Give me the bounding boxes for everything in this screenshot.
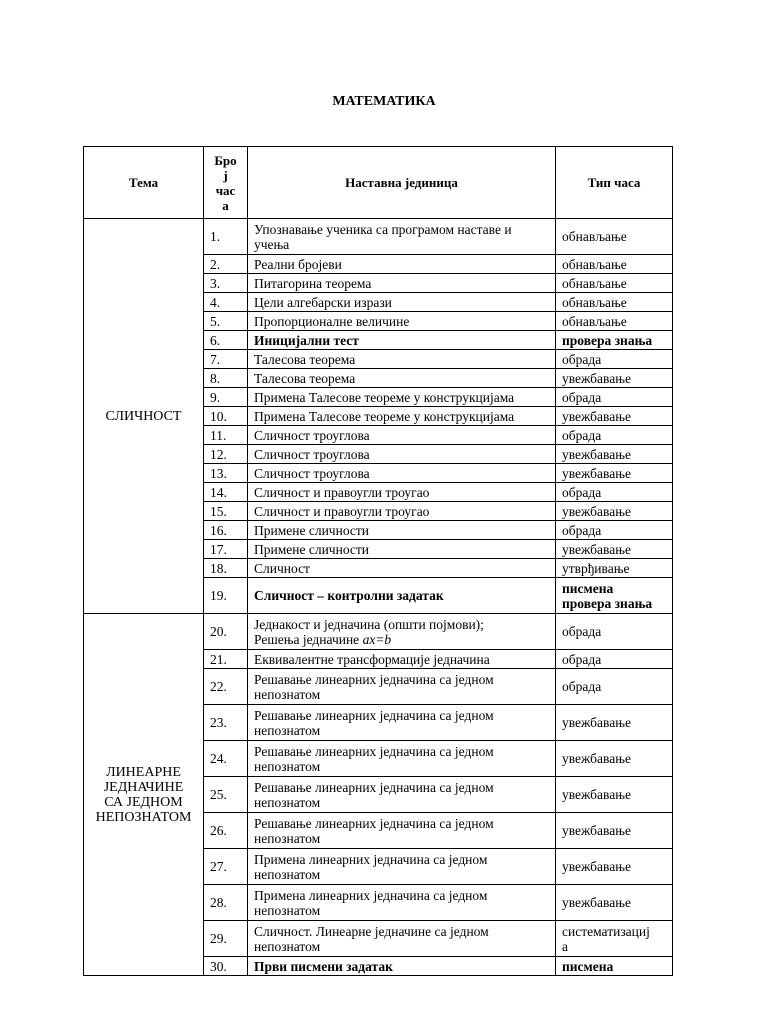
- unit-line: [254, 522, 549, 539]
- lesson-type: [556, 388, 673, 407]
- unit-line: [254, 958, 549, 975]
- unit-text: Сличност: [254, 560, 310, 576]
- lesson-number: 5.: [204, 312, 248, 331]
- unit-line: [254, 275, 549, 292]
- teaching-unit: [248, 331, 556, 350]
- unit-text: Реални бројеви: [254, 256, 342, 272]
- unit-line: [254, 465, 549, 482]
- unit-line: [254, 294, 549, 311]
- unit-line: [254, 759, 549, 774]
- lesson-type: [556, 957, 673, 976]
- type-line: провера знања: [562, 595, 653, 611]
- teaching-unit: [248, 849, 556, 885]
- lesson-type: [556, 559, 673, 578]
- type-line: обнављање: [562, 256, 627, 272]
- lesson-type: [556, 614, 673, 650]
- unit-text: Први писмени задатак: [254, 958, 393, 974]
- lesson-number: 28.: [204, 885, 248, 921]
- lesson-type: [556, 312, 673, 331]
- teaching-unit: [248, 578, 556, 614]
- lesson-number: 22.: [204, 669, 248, 705]
- header-teaching-unit: Наставна јединица: [248, 147, 556, 219]
- lesson-number: 11.: [204, 426, 248, 445]
- unit-text: Примена Талесове теореме у конструкцијама: [254, 408, 515, 424]
- teaching-unit: [248, 388, 556, 407]
- unit-line: [254, 332, 549, 349]
- teaching-unit: [248, 312, 556, 331]
- unit-text: Сличност и правоугли троугао: [254, 484, 430, 500]
- type-line: обрада: [562, 651, 602, 667]
- teaching-unit: [248, 777, 556, 813]
- unit-line: [254, 780, 549, 795]
- unit-line: [254, 831, 549, 846]
- type-line: увежбавање: [562, 715, 631, 730]
- teaching-unit: [248, 921, 556, 957]
- unit-text: Решавање линеарних једначина са једном: [254, 743, 494, 759]
- teaching-unit: [248, 669, 556, 705]
- teaching-unit: [248, 274, 556, 293]
- unit-text: Сличност троуглова: [254, 465, 370, 481]
- unit-line: [254, 617, 549, 632]
- topic-line: СА ЈЕДНОМ: [104, 794, 183, 810]
- unit-text: Примене сличности: [254, 541, 370, 557]
- teaching-unit: [248, 741, 556, 777]
- type-line: увежбавање: [562, 859, 631, 874]
- lesson-type: [556, 369, 673, 388]
- header-number-line: час: [215, 182, 236, 198]
- unit-text: Питагорина теорема: [254, 275, 372, 291]
- teaching-unit: [248, 407, 556, 426]
- teaching-unit: [248, 255, 556, 274]
- unit-line: [254, 903, 549, 918]
- type-line: обрада: [562, 484, 602, 500]
- teaching-unit: [248, 521, 556, 540]
- unit-line: [254, 408, 549, 425]
- type-line: обрада: [562, 522, 602, 538]
- type-line: обнављање: [562, 294, 627, 310]
- lesson-type: [556, 669, 673, 705]
- unit-text: непознатом: [254, 938, 321, 954]
- type-line: писмена: [562, 580, 614, 596]
- unit-line: [254, 744, 549, 759]
- topic-line: ЈЕДНАЧИНЕ: [103, 779, 184, 795]
- unit-line: [254, 852, 549, 867]
- type-line: утврђивање: [562, 560, 630, 576]
- unit-text: непознатом: [254, 794, 321, 810]
- lesson-number: 14.: [204, 483, 248, 502]
- unit-line: [254, 256, 549, 273]
- unit-line: [254, 389, 549, 406]
- teaching-unit: [248, 885, 556, 921]
- unit-line: [254, 503, 549, 520]
- teaching-unit: [248, 483, 556, 502]
- lesson-number: 21.: [204, 650, 248, 669]
- lesson-number: 29.: [204, 921, 248, 957]
- unit-text: Талесова теорема: [254, 351, 356, 367]
- unit-text: Сличност. Линеарне једначине са једном: [254, 923, 489, 939]
- unit-line: [254, 672, 549, 687]
- unit-line: [254, 313, 549, 330]
- unit-line: [254, 723, 549, 738]
- lesson-number: 15.: [204, 502, 248, 521]
- unit-line: [254, 632, 549, 647]
- type-line: увежбавање: [562, 895, 631, 910]
- header-number-line: Бро: [214, 152, 237, 168]
- lesson-type: [556, 578, 673, 614]
- unit-line: [254, 484, 549, 501]
- lesson-type: [556, 219, 673, 255]
- topic-line: ЛИНЕАРНЕ: [106, 764, 181, 780]
- teaching-unit: [248, 219, 556, 255]
- lesson-number: 2.: [204, 255, 248, 274]
- unit-line: [254, 427, 549, 444]
- unit-line: [254, 924, 549, 939]
- type-line: а: [562, 938, 568, 954]
- unit-text: Пропорционалне величине: [254, 313, 410, 329]
- type-line: увежбавање: [562, 823, 631, 838]
- lesson-type: [556, 502, 673, 521]
- lesson-type: [556, 445, 673, 464]
- unit-text: Решавање линеарних једначина са једном: [254, 779, 494, 795]
- lesson-number: 26.: [204, 813, 248, 849]
- lesson-type: [556, 813, 673, 849]
- unit-line: [254, 446, 549, 463]
- type-line: систематизациј: [562, 923, 650, 939]
- teaching-unit: [248, 502, 556, 521]
- unit-line: [254, 541, 549, 558]
- type-line: увежбавање: [562, 787, 631, 802]
- unit-line: [254, 939, 549, 954]
- lesson-number: 19.: [204, 578, 248, 614]
- teaching-unit: [248, 705, 556, 741]
- document-title: МАТЕМАТИКА: [332, 94, 436, 109]
- header-topic: Тема: [84, 147, 204, 219]
- unit-text: учења: [254, 236, 290, 252]
- lesson-number: 6.: [204, 331, 248, 350]
- unit-text: Упознавање ученика са програмом наставе и: [254, 221, 512, 237]
- teaching-unit: [248, 957, 556, 976]
- unit-text: Талесова теорема: [254, 370, 356, 386]
- lesson-type: [556, 849, 673, 885]
- unit-line: [254, 351, 549, 368]
- lesson-number: 24.: [204, 741, 248, 777]
- type-line: увежбавање: [562, 370, 631, 386]
- unit-text: Примена линеарних једначина са једном: [254, 851, 488, 867]
- teaching-unit: [248, 426, 556, 445]
- unit-text: Цели алгебарски изрази: [254, 294, 392, 310]
- lesson-type: [556, 705, 673, 741]
- teaching-unit: [248, 813, 556, 849]
- unit-text: Примена линеарних једначина са једном: [254, 887, 488, 903]
- unit-line: [254, 708, 549, 723]
- teaching-unit: [248, 293, 556, 312]
- unit-line: [254, 588, 549, 603]
- teaching-unit: [248, 445, 556, 464]
- header-number-line: ј: [223, 167, 228, 183]
- lesson-number: 30.: [204, 957, 248, 976]
- unit-line: [254, 687, 549, 702]
- lesson-number: 4.: [204, 293, 248, 312]
- table-header-row: [84, 147, 673, 219]
- lesson-type: [556, 921, 673, 957]
- lesson-type: [556, 483, 673, 502]
- unit-text: Сличност – контролни задатак: [254, 588, 444, 603]
- unit-text: непознатом: [254, 830, 321, 846]
- type-line: обрада: [562, 351, 602, 367]
- header-lesson-type: Тип часа: [556, 147, 673, 219]
- type-line: увежбавање: [562, 408, 631, 424]
- type-line: обрада: [562, 679, 602, 694]
- teaching-unit: [248, 614, 556, 650]
- unit-text: Сличност троуглова: [254, 427, 370, 443]
- unit-text: непознатом: [254, 722, 321, 738]
- lesson-number: 10.: [204, 407, 248, 426]
- lesson-type: [556, 426, 673, 445]
- unit-line: [254, 222, 549, 237]
- table-row: [84, 219, 673, 255]
- teaching-unit: [248, 650, 556, 669]
- unit-text: Једнакост и једначина (општи појмови);: [254, 616, 484, 632]
- lesson-type: [556, 521, 673, 540]
- lesson-number: 17.: [204, 540, 248, 559]
- lesson-plan-table: [83, 146, 673, 976]
- unit-text: Решења једначине: [254, 631, 363, 647]
- type-line: увежбавање: [562, 465, 631, 481]
- lesson-number: 1.: [204, 219, 248, 255]
- lesson-number: 27.: [204, 849, 248, 885]
- teaching-unit: [248, 464, 556, 483]
- lesson-type: [556, 741, 673, 777]
- unit-line: [254, 888, 549, 903]
- unit-text: непознатом: [254, 686, 321, 702]
- unit-line: [254, 237, 549, 252]
- teaching-unit: [248, 559, 556, 578]
- lesson-number: 3.: [204, 274, 248, 293]
- lesson-type: [556, 255, 673, 274]
- lesson-number: 25.: [204, 777, 248, 813]
- unit-text: Решавање линеарних једначина са једном: [254, 815, 494, 831]
- unit-line: [254, 560, 549, 577]
- unit-text: Примена Талесове теореме у конструкцијама: [254, 389, 515, 405]
- table-body: [84, 219, 673, 976]
- lesson-number: 8.: [204, 369, 248, 388]
- unit-line: [254, 370, 549, 387]
- topic-linear-equations: [84, 614, 204, 976]
- lesson-type: [556, 350, 673, 369]
- unit-text: Сличност и правоугли троугао: [254, 503, 430, 519]
- unit-text: Еквивалентне трансформације једначина: [254, 651, 490, 667]
- lesson-number: 13.: [204, 464, 248, 483]
- type-line: писмена: [562, 958, 614, 974]
- unit-line: [254, 795, 549, 810]
- header-number-line: а: [222, 197, 229, 213]
- unit-text: непознатом: [254, 902, 321, 918]
- unit-text: Сличност троуглова: [254, 446, 370, 462]
- type-line: провера знања: [562, 332, 653, 348]
- lesson-number: 9.: [204, 388, 248, 407]
- lesson-type: [556, 274, 673, 293]
- type-line: обнављање: [562, 313, 627, 329]
- type-line: увежбавање: [562, 503, 631, 519]
- lesson-type: [556, 293, 673, 312]
- unit-text: Примене сличности: [254, 522, 370, 538]
- lesson-type: [556, 650, 673, 669]
- unit-line: [254, 651, 549, 668]
- type-line: увежбавање: [562, 751, 631, 766]
- unit-line: [254, 816, 549, 831]
- unit-text: Решавање линеарних једначина са једном: [254, 671, 494, 687]
- teaching-unit: [248, 350, 556, 369]
- topic-similarity: СЛИЧНОСТ: [84, 219, 204, 614]
- lesson-number: 7.: [204, 350, 248, 369]
- table-row: [84, 614, 673, 650]
- topic-line: НЕПОЗНАТОМ: [95, 809, 192, 825]
- equation-formula: ax=b: [362, 631, 392, 647]
- unit-text: непознатом: [254, 758, 321, 774]
- header-lesson-number: [204, 147, 248, 219]
- lesson-type: [556, 885, 673, 921]
- type-line: увежбавање: [562, 446, 631, 462]
- unit-line: [254, 867, 549, 882]
- type-line: обрада: [562, 624, 602, 639]
- unit-text: Решавање линеарних једначина са једном: [254, 707, 494, 723]
- unit-text: Иницијални тест: [254, 332, 359, 348]
- teaching-unit: [248, 540, 556, 559]
- type-line: обнављање: [562, 229, 627, 244]
- unit-text: непознатом: [254, 866, 321, 882]
- lesson-number: 20.: [204, 614, 248, 650]
- lesson-type: [556, 464, 673, 483]
- type-line: обнављање: [562, 275, 627, 291]
- lesson-number: 18.: [204, 559, 248, 578]
- lesson-number: 16.: [204, 521, 248, 540]
- teaching-unit: [248, 369, 556, 388]
- lesson-type: [556, 777, 673, 813]
- lesson-number: 23.: [204, 705, 248, 741]
- lesson-type: [556, 540, 673, 559]
- lesson-number: 12.: [204, 445, 248, 464]
- lesson-type: [556, 407, 673, 426]
- type-line: увежбавање: [562, 541, 631, 557]
- type-line: обрада: [562, 427, 602, 443]
- lesson-type: [556, 331, 673, 350]
- type-line: обрада: [562, 389, 602, 405]
